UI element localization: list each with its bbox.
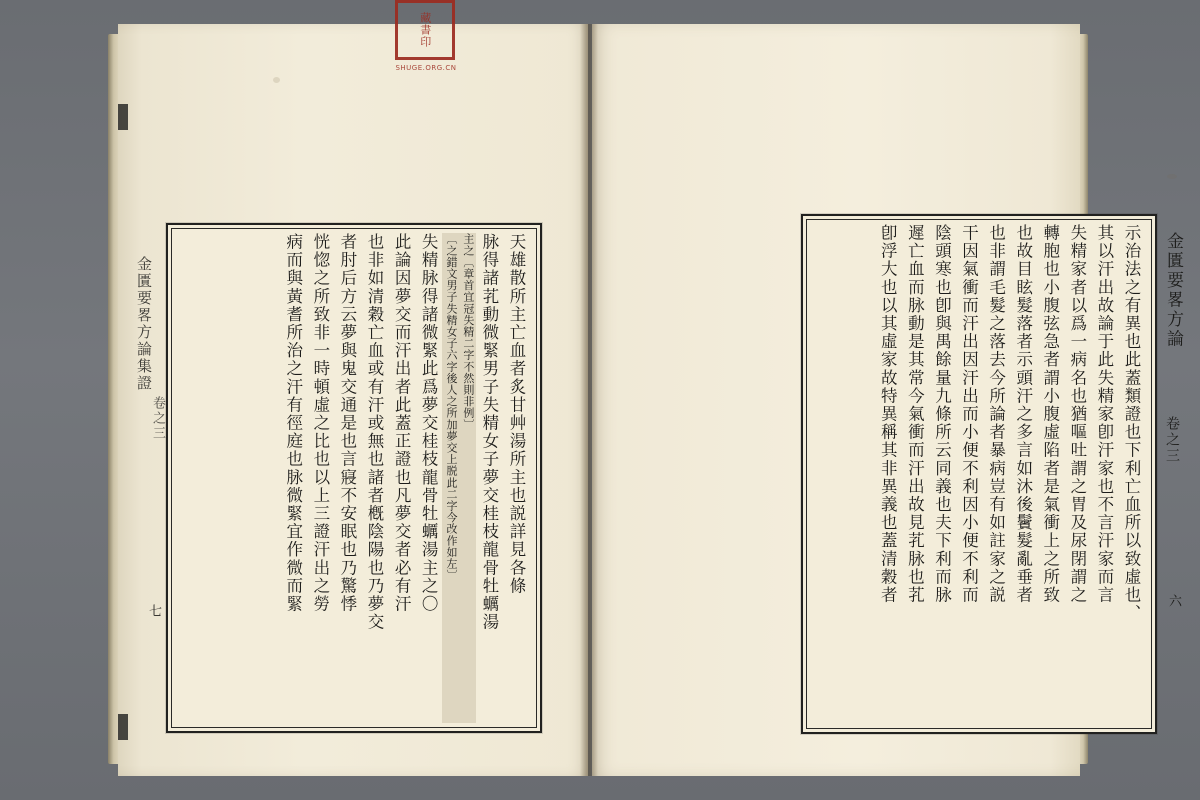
right-page-folio-number: 六	[1166, 594, 1181, 607]
text-column: 此論因夢交而汗出者此蓋正證也凡夢交者必有汗	[392, 233, 412, 614]
text-column: 主之〔章首宜冠失精二字不然則非例〕	[459, 233, 476, 723]
right-page-book-title: 金匱要畧方論	[1163, 232, 1183, 349]
right-page-columns	[813, 224, 1145, 724]
text-column: 天雄散所主亡血者炙甘艸湯所主也説詳見各條	[507, 233, 526, 595]
left-page-side-title: 金匱要畧方論集證	[135, 256, 153, 392]
left-page-folio-number: 七	[146, 604, 161, 617]
text-column: 示治法之有異也此蓋類證也下利亡血所以致虛也、	[1122, 224, 1141, 623]
text-column: 失精家者以爲一病名也猶嘔吐謂之胃及尿閉謂之	[1067, 224, 1087, 605]
right-page-volume-label: 卷之三	[1164, 416, 1180, 464]
left-page-text-frame	[166, 223, 542, 733]
text-column: 遲亡血而脉動是其常今氣衝而汗出故見芤脉也芤	[905, 224, 925, 605]
text-column: 病而與黃耆所治之汗有徑庭也脉微緊宜作微而緊	[283, 233, 303, 614]
text-column: 者肘后方云夢與鬼交通是也言寢不安眠也乃驚悸	[337, 233, 357, 614]
text-column: 恍惚之所致非一時頓虛之比也以上三證汗出之勞	[310, 233, 330, 614]
left-page-side-volume: 卷之三	[150, 396, 165, 441]
right-page	[592, 24, 1183, 776]
text-column: 也故目眩髮落者示頭汗之多言如沐後鬢髮亂垂者	[1013, 224, 1033, 605]
text-column: 干因氣衝而汗出因汗出而小便不利因小便不利而	[959, 224, 979, 605]
left-page	[118, 24, 588, 776]
right-page-text-frame	[801, 214, 1157, 734]
text-column: 也非如清穀亡血或有汗或無也諸者槪陰陽也乃夢交	[365, 233, 384, 632]
text-column: 其以汗出故論于此失精家卽汗家也不言汗家而言	[1094, 224, 1114, 605]
text-column: 陰頭寒也卽與禺餘量九條所云同義也夫下利而脉	[932, 224, 952, 605]
text-column: 〔之錯文男子失精女子六字後人之所加夢交上脱此二字今改作如左〕	[442, 233, 459, 723]
collector-seal-stamp: 藏書印	[395, 0, 455, 60]
left-page-columns	[178, 233, 530, 723]
binding-mark-top	[118, 104, 128, 130]
book-spine-gutter	[580, 24, 598, 776]
text-column: 轉胞也小腹弦急者謂小腹虛陷者是氣衝上之所致	[1040, 224, 1060, 605]
open-book	[118, 24, 1183, 776]
text-column: 也非謂毛髮之落去今所論者暴病豈有如註家之説	[986, 224, 1006, 605]
text-column: 卽浮大也以其虛家故特異稱其非異義也蓋清穀者	[878, 224, 898, 605]
binding-mark-bottom	[118, 714, 128, 740]
text-column: 失精脉得諸微緊此爲夢交桂枝龍骨牡蠣湯主之〇	[419, 233, 439, 614]
seal-watermark-text: SHUGE.ORG.CN	[395, 64, 457, 72]
text-column: 脉得諸芤動微緊男子失精女子夢交桂枝龍骨牡蠣湯	[479, 233, 499, 632]
paper-stain-right	[1167, 174, 1177, 179]
paper-stain	[273, 77, 280, 83]
